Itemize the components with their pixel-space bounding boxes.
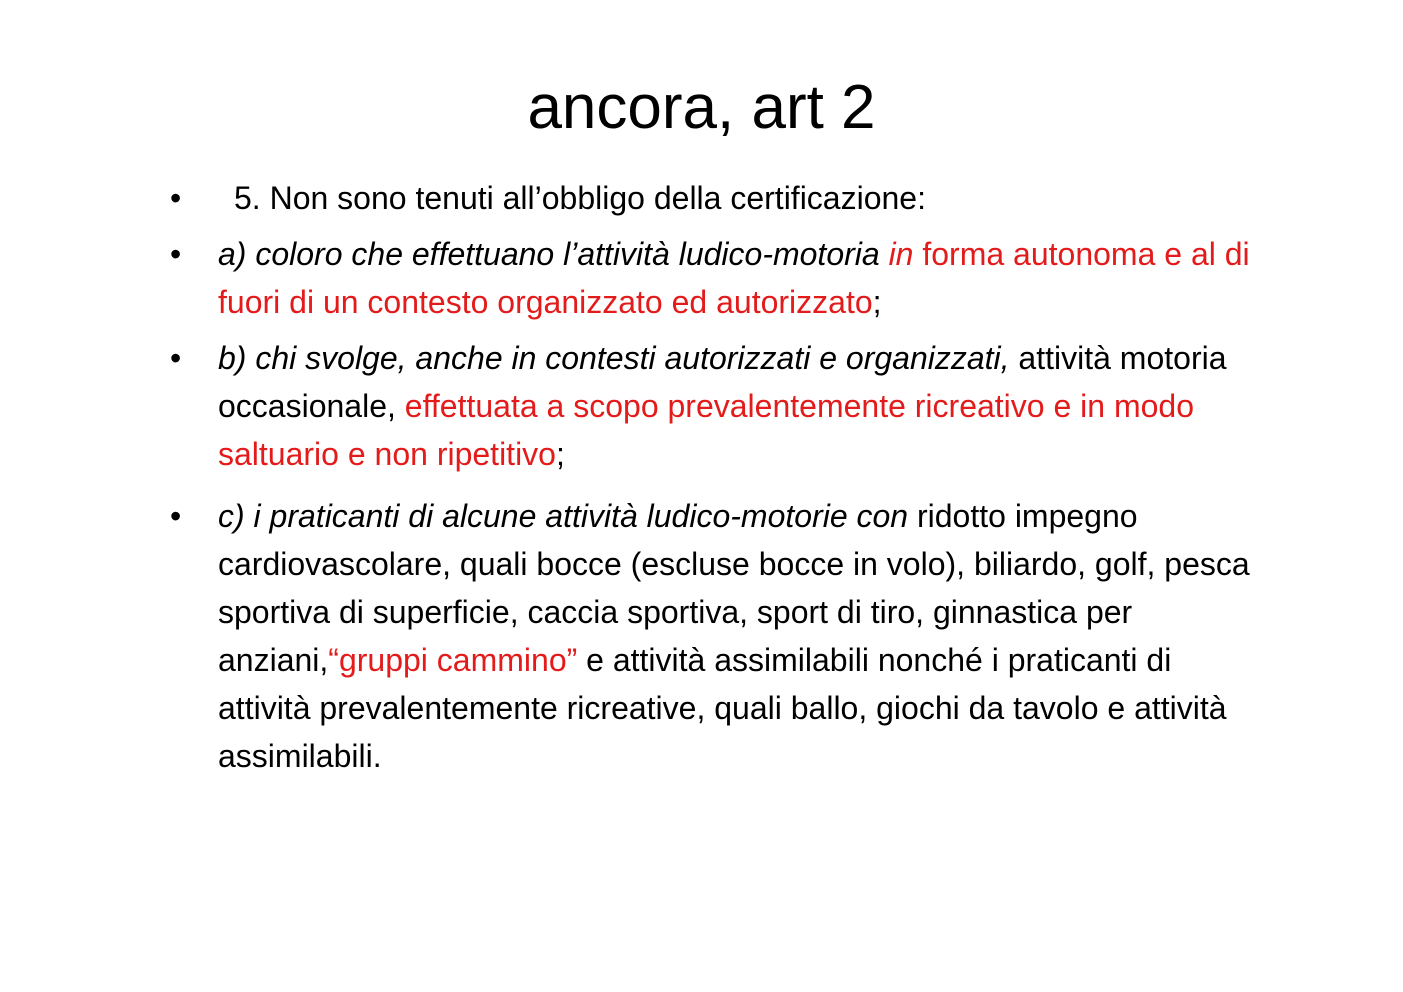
text-segment: attività motoria occasionale, [218,340,1227,424]
bullet-dot-icon: • [170,498,182,534]
text-segment: c) i praticanti di alcune attività ludico-motorie con [218,498,909,534]
text-segment: ; [872,284,882,320]
text-segment: 5. Non sono tenuti all’obbligo della certificazione: [234,180,926,216]
bullet-text [218,180,926,216]
text-segment-highlight: forma autonoma e al di fuori di un contesto organizzato ed autorizzato [218,236,1250,320]
bullet-text [218,340,1227,472]
bullet-dot-icon: • [170,340,182,376]
text-segment: e attività assimilabili nonché i praticanti di attività prevalentemente ricreative, quali ballo, giochi da tavolo e attività assimilabili. [218,642,1227,774]
text-segment: ridotto impegno cardiovascolare, quali bocce (escluse bocce in volo), biliardo, golf, pesca sportiva di superficie, caccia sportiva, sport di tiro, ginnastica per anziani, [218,498,1250,678]
slide-title: ancora, art 2 [527,73,876,142]
text-segment: a) coloro che effettuano l’attività ludico-motoria [218,236,889,272]
bullet-list [170,174,1250,780]
text-segment: b) chi svolge, anche in contesti autorizzati e organizzati, [218,340,1010,376]
bullet-text [218,498,1250,774]
bullet-item-intro [170,174,1250,222]
text-segment-highlight: effettuata a scopo prevalentemente ricreativo e in modo saltuario e non ripetitivo [218,388,1194,472]
text-segment: ; [555,436,565,472]
bullet-item-c [170,492,1250,780]
text-segment-highlight: “gruppi cammino” [328,642,578,678]
bullet-dot-icon: • [170,180,182,216]
bullet-dot-icon: • [170,236,182,272]
bullet-item-b [170,334,1250,478]
bullet-text [218,236,1250,320]
bullet-item-a [170,230,1250,326]
text-segment-highlight: in [888,236,914,272]
